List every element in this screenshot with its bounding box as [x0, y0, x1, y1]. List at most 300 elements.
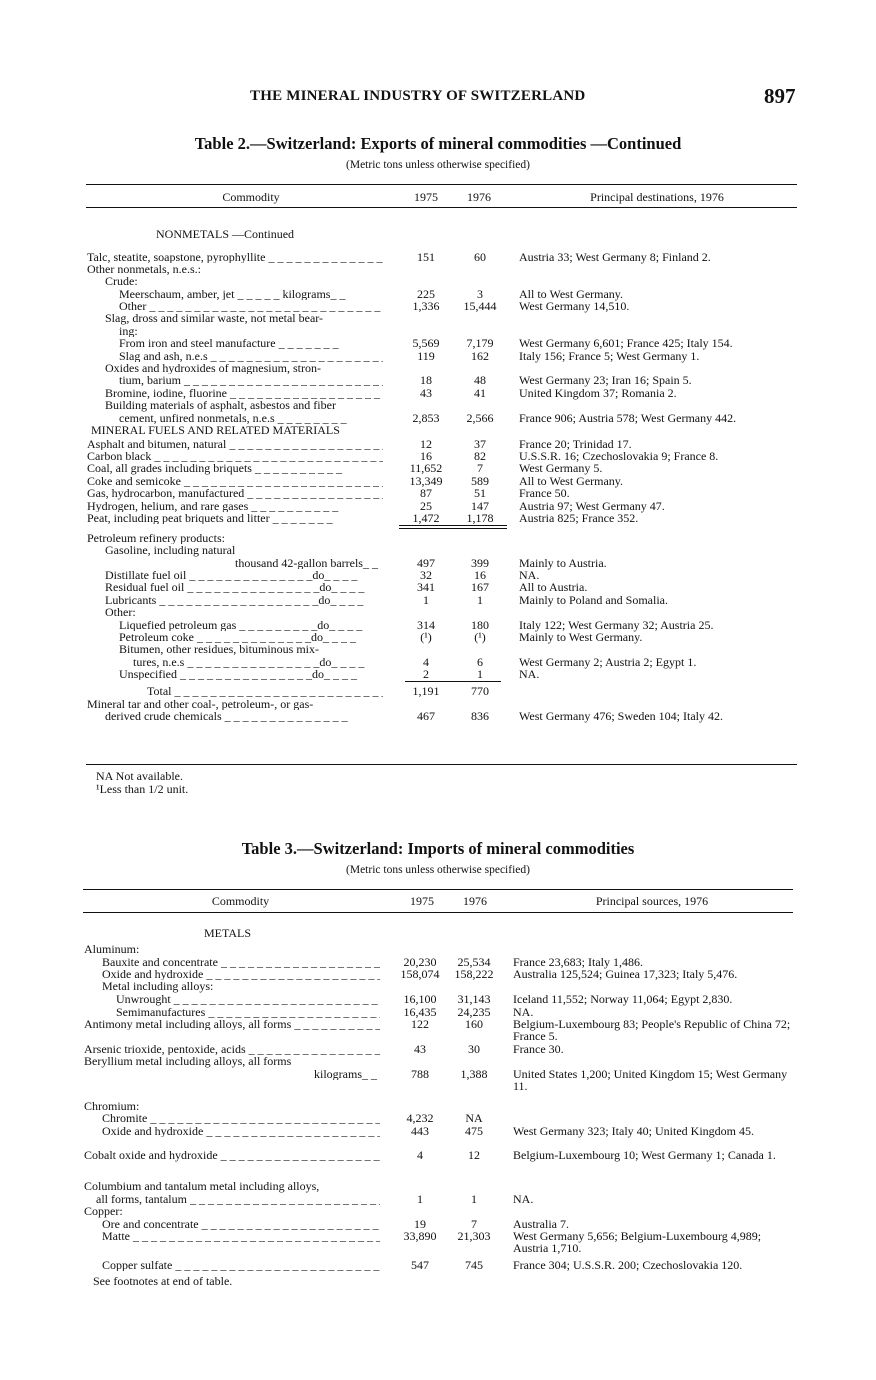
- table-row: [87, 387, 797, 399]
- destination-text: France 906; Austria 578; West Germany 442.: [519, 410, 737, 425]
- table-row: [87, 222, 797, 247]
- table-row: [84, 1112, 793, 1124]
- commodity-label: [119, 288, 383, 300]
- table-row: [87, 569, 797, 581]
- value-1975: 20,230: [403, 954, 437, 969]
- value-1976: 475: [465, 1123, 483, 1138]
- value-1976: 1: [477, 592, 483, 607]
- value-1976: 2,566: [466, 410, 494, 425]
- table-row: [84, 1230, 793, 1259]
- value-1976: 399: [471, 555, 489, 570]
- table2-col-commodity: Commodity: [222, 190, 280, 204]
- commodity-label: [314, 1068, 380, 1080]
- table-row: [84, 1205, 793, 1217]
- leader-dots: [130, 1230, 380, 1242]
- table-row: [87, 412, 797, 424]
- value-1976: 7: [471, 1216, 477, 1231]
- leader-dots: [172, 1259, 380, 1271]
- leader-dots: [203, 1125, 380, 1137]
- commodity-label: [84, 1018, 380, 1030]
- table-row: [87, 462, 797, 474]
- value-1975: 443: [411, 1123, 429, 1138]
- leader-dots: [291, 1018, 380, 1030]
- commodity-label: [119, 300, 383, 312]
- value-1975: 12: [420, 436, 432, 451]
- table-row: [84, 968, 793, 980]
- commodity-label: [119, 631, 383, 643]
- destination-text: Austria 97; West Germany 47.: [519, 498, 665, 513]
- table2-col-1975: 1975: [414, 190, 438, 204]
- label-text: Antimony metal including alloys, all forms: [84, 1018, 292, 1031]
- destination-text: West Germany 5,656; Belgium-Luxembourg 4,989; Austria 1,710.: [513, 1229, 762, 1256]
- commodity-label: [84, 1100, 380, 1112]
- label-text: Gas, hydrocarbon, manufactured: [87, 487, 245, 500]
- label-text: Coal, all grades including briquets _ _ _ _ _ _ _ _ _ _: [87, 462, 342, 475]
- table-row: [84, 1125, 793, 1150]
- value-1975: 4: [423, 654, 429, 669]
- value-1976: 51: [474, 486, 486, 501]
- destination-text: All to West Germany.: [519, 473, 624, 488]
- label-text: Oxide and hydroxide: [102, 1124, 204, 1138]
- value-1975: 16,100: [403, 992, 437, 1007]
- value-1975: (¹): [420, 629, 432, 644]
- destination-text: Australia 125,524; Guinea 17,323; Italy 5,476.: [513, 966, 738, 981]
- table-row: [87, 557, 797, 569]
- destination-text: All to Austria.: [519, 580, 588, 595]
- value-1976: 745: [465, 1257, 483, 1272]
- value-1975: 13,349: [409, 473, 443, 488]
- value-1975: 25: [420, 498, 432, 513]
- value-1975: 314: [417, 617, 435, 632]
- value-1975: 2: [423, 667, 429, 682]
- table2-col-1976: 1976: [467, 190, 491, 204]
- value-1976: 30: [468, 1041, 480, 1056]
- destination-text: NA.: [519, 567, 540, 582]
- value-1975: 4: [417, 1148, 423, 1163]
- commodity-label: [84, 943, 380, 955]
- label-text: Other: [119, 300, 147, 313]
- table-row: [87, 251, 797, 263]
- label-text: Gasoline, including natural: [105, 544, 236, 557]
- leader-dots: [147, 1112, 380, 1124]
- commodity-label: [105, 312, 383, 324]
- table-row: [84, 1043, 793, 1055]
- value-1975: 1: [423, 592, 429, 607]
- value-1976: 3: [477, 286, 483, 301]
- value-1975: 225: [417, 286, 435, 301]
- label-text: Lubricants _ _ _ _ _ _ _ _ _ _ _ _ _ _ _ _ _ _do_ _ _ _: [105, 593, 364, 607]
- destination-text: France 30.: [513, 1041, 564, 1056]
- commodity-label: [87, 263, 383, 275]
- table3-col-commodity: Commodity: [211, 894, 270, 908]
- destination-text: Austria 33; West Germany 8; Finland 2.: [519, 249, 711, 264]
- value-1975: 19: [414, 1216, 426, 1231]
- table-row: [84, 1193, 793, 1205]
- table-row: [87, 399, 797, 411]
- table2-footnote-na: NA Not available.: [96, 769, 183, 783]
- commodity-label: [105, 399, 383, 411]
- label-text: Meerschaum, amber, jet _ _ _ _ _ kilograms_ _: [119, 287, 346, 301]
- destination-text: U.S.S.R. 16; Czechoslovakia 9; France 8.: [519, 449, 719, 463]
- destination-text: United Kingdom 37; Romania 2.: [519, 385, 677, 400]
- value-1975: 1,191: [412, 684, 440, 699]
- value-1975: 43: [420, 385, 432, 400]
- value-1976: 180: [471, 617, 489, 632]
- commodity-label: [102, 1259, 380, 1271]
- label-text: Matte: [102, 1230, 130, 1243]
- label-text: Unwrought: [116, 993, 171, 1006]
- value-1975: 18: [420, 373, 432, 388]
- destination-text: NA.: [513, 1004, 534, 1019]
- label-text: Bromine, iodine, fluorine: [105, 386, 227, 400]
- commodity-label: [102, 1112, 380, 1124]
- destination-text: France 23,683; Italy 1,486.: [513, 954, 643, 969]
- table2-title: Table 2.—Switzerland: Exports of mineral commodities —Continued: [194, 134, 682, 153]
- value-1976: 160: [465, 1017, 483, 1032]
- destination-text: All to West Germany.: [519, 286, 624, 301]
- destination-text: West Germany 476; Sweden 104; Italy 42.: [519, 709, 723, 724]
- table-row: [87, 424, 797, 436]
- label-text: kilograms_ _: [314, 1067, 377, 1081]
- label-text: Carbon black: [87, 450, 152, 463]
- table-row: [87, 619, 797, 631]
- table-row: [84, 927, 793, 943]
- commodity-label: [87, 698, 383, 710]
- value-1976: 589: [471, 473, 489, 488]
- value-1975: 43: [414, 1041, 426, 1056]
- label-text: Aluminum:: [84, 943, 140, 956]
- value-1976: 1: [477, 667, 483, 682]
- value-1976: 167: [471, 580, 489, 595]
- value-1975: 119: [417, 348, 435, 363]
- table-row: [87, 288, 797, 300]
- value-1976: 37: [474, 436, 486, 451]
- table-row: [87, 581, 797, 593]
- value-1976: 41: [474, 385, 486, 400]
- value-1976: 25,534: [457, 954, 491, 969]
- leader-dots: [172, 685, 384, 697]
- page-number: 897: [764, 84, 796, 108]
- value-1975: 87: [420, 486, 432, 501]
- destination-text: West Germany 23; Iran 16; Spain 5.: [519, 373, 692, 388]
- value-1976: 16: [474, 567, 486, 582]
- table-row: [87, 643, 797, 655]
- leader-dots: [244, 487, 383, 499]
- leader-dots: [203, 968, 380, 980]
- commodity-label: [102, 1218, 380, 1230]
- label-text: Petroleum refinery products:: [87, 531, 225, 545]
- commodity-label: [84, 1055, 380, 1067]
- label-text: Oxides and hydroxides of magnesium, stron-: [105, 362, 321, 375]
- commodity-label: [105, 606, 383, 618]
- table2-body: [87, 222, 797, 723]
- label-text: Liquefied petroleum gas _ _ _ _ _ _ _ _ _do_ _ _ _: [119, 618, 363, 631]
- commodity-label: [105, 710, 383, 722]
- commodity-label: [87, 500, 383, 512]
- value-1975: 1,472: [412, 510, 440, 525]
- label-text: MINERAL FUELS AND RELATED MATERIALS: [91, 423, 340, 437]
- label-text: Semimanufactures: [116, 1005, 206, 1019]
- table-row: [84, 1068, 793, 1100]
- commodity-label: [105, 594, 383, 606]
- label-text: Bauxite and concentrate: [102, 955, 218, 968]
- destination-text: West Germany 6,601; France 425; Italy 154.: [519, 336, 733, 351]
- commodity-label: [133, 656, 383, 668]
- commodity-label: [105, 544, 383, 556]
- destination-text: Belgium-Luxembourg 83; People's Republic of China 72; France 5.: [513, 1017, 791, 1044]
- value-1976: 6: [477, 654, 483, 669]
- table-row: [84, 993, 793, 1005]
- table-row: [87, 374, 797, 386]
- commodity-label: [235, 557, 383, 569]
- commodity-label: [119, 350, 383, 362]
- commodity-label: [105, 387, 383, 399]
- value-1975: 158,074: [400, 966, 440, 981]
- commodity-label: [119, 412, 383, 424]
- destination-text: France 50.: [519, 486, 570, 501]
- label-text: Beryllium metal including alloys, all forms: [84, 1055, 292, 1068]
- destination-text: NA.: [513, 1191, 534, 1206]
- label-text: Chromium:: [84, 1099, 140, 1113]
- value-1975: 547: [411, 1257, 429, 1272]
- commodity-label: [84, 1149, 380, 1161]
- destination-text: Iceland 11,552; Norway 11,064; Egypt 2,830.: [513, 992, 733, 1007]
- value-1976: 15,444: [463, 299, 497, 314]
- table2-footnote-1: ¹Less than 1/2 unit.: [96, 782, 189, 796]
- commodity-label: [102, 980, 380, 992]
- value-1976: (¹): [474, 629, 486, 644]
- table-row: [87, 594, 797, 606]
- commodity-label: [84, 1043, 380, 1055]
- table-row: [84, 943, 793, 955]
- value-1975: 32: [420, 567, 432, 582]
- table-row: [84, 1018, 793, 1043]
- commodity-label: [84, 1180, 380, 1192]
- table-row: [84, 1055, 793, 1067]
- label-text: Distillate fuel oil _ _ _ _ _ _ _ _ _ _ _ _ _ _do_ _ _ _: [105, 568, 358, 582]
- label-text: Slag, dross and similar waste, not metal bear-: [105, 312, 324, 325]
- leader-dots: [205, 1006, 380, 1018]
- label-text: Other:: [105, 606, 136, 619]
- label-text: Ore and concentrate: [102, 1217, 199, 1231]
- commodity-label: [87, 450, 383, 462]
- value-1976: 836: [471, 709, 489, 724]
- value-1976: 770: [471, 684, 489, 699]
- table3-body: [84, 927, 793, 1271]
- label-text: Slag and ash, n.e.s: [119, 349, 208, 363]
- table-row: [84, 1180, 793, 1192]
- section-heading: [91, 424, 387, 436]
- value-1976: 7,179: [466, 336, 494, 351]
- table-row: [87, 710, 797, 722]
- destination-text: Austria 825; France 352.: [519, 510, 639, 525]
- label-text: Coke and semicoke: [87, 474, 181, 488]
- value-1976: 162: [471, 348, 489, 363]
- commodity-label: [119, 325, 383, 337]
- label-text: Other nonmetals, n.e.s.:: [87, 262, 201, 276]
- value-1975: 5,569: [412, 336, 440, 351]
- value-1976: 31,143: [457, 992, 491, 1007]
- table-row: [87, 475, 797, 487]
- value-1975: 467: [417, 709, 435, 724]
- spacer-row: [87, 524, 797, 531]
- destination-text: United States 1,200; United Kingdom 15; West Germany 11.: [513, 1066, 788, 1094]
- leader-dots: [151, 450, 383, 462]
- label-text: ing:: [119, 324, 138, 338]
- label-text: Oxide and hydroxide: [102, 967, 204, 981]
- label-text: Metal including alloys:: [102, 980, 214, 993]
- commodity-label: [87, 532, 383, 544]
- commodity-label: [119, 643, 383, 655]
- commodity-label: [96, 1193, 380, 1205]
- leader-dots: [187, 1193, 380, 1205]
- table-row: [87, 312, 797, 324]
- commodity-label: [87, 487, 383, 499]
- commodity-label: [105, 275, 383, 287]
- destination-text: West Germany 2; Austria 2; Egypt 1.: [519, 654, 697, 669]
- table-row: [87, 668, 797, 680]
- label-text: thousand 42-gallon barrels_ _: [235, 556, 378, 569]
- commodity-label: [119, 668, 383, 680]
- table3-col-1975: 1975: [410, 894, 434, 908]
- destination-text: France 20; Trinidad 17.: [519, 436, 632, 451]
- leader-dots: [171, 993, 380, 1005]
- destination-text: NA.: [519, 667, 540, 682]
- leader-dots: [208, 350, 383, 362]
- leader-dots: [146, 300, 383, 312]
- destination-text: Australia 7.: [513, 1216, 569, 1231]
- value-1976: 21,303: [457, 1229, 491, 1244]
- running-title: THE MINERAL INDUSTRY OF SWITZERLAND: [250, 88, 586, 104]
- destination-text: Mainly to Austria.: [519, 555, 607, 570]
- table3-subtitle: (Metric tons unless otherwise specified): [346, 864, 530, 876]
- commodity-label: [119, 619, 383, 631]
- commodity-label: [102, 1125, 380, 1137]
- destination-text: Italy 156; France 5; West Germany 1.: [519, 348, 700, 363]
- label-text: Total: [147, 685, 172, 698]
- label-text: Peat, including peat briquets and litter _ _ _ _ _ _ _: [87, 511, 333, 525]
- table2-subtitle: (Metric tons unless otherwise specified): [346, 159, 530, 171]
- section-heading: [204, 927, 500, 939]
- value-1976: 48: [474, 373, 486, 388]
- table-row: [87, 350, 797, 362]
- label-text: Petroleum coke _ _ _ _ _ _ _ _ _ _ _ _ _do_ _ _ _: [119, 630, 356, 644]
- table-row: [87, 500, 797, 512]
- commodity-label: [105, 581, 383, 593]
- value-1975: 1: [417, 1191, 423, 1206]
- value-1976: 7: [477, 461, 483, 476]
- label-text: NONMETALS —Continued: [156, 228, 295, 241]
- table-row: [87, 544, 797, 556]
- table-row: [87, 450, 797, 462]
- label-text: Asphalt and bitumen, natural: [87, 437, 227, 451]
- destination-text: Mainly to West Germany.: [519, 629, 643, 644]
- label-text: Building materials of asphalt, asbestos and fiber: [105, 399, 336, 412]
- leader-dots: [218, 956, 380, 968]
- table-row: [87, 487, 797, 499]
- destination-text: Mainly to Poland and Somalia.: [519, 592, 668, 607]
- value-1975: 33,890: [403, 1229, 437, 1244]
- destination-text: West Germany 323; Italy 40; United Kingdom 45.: [513, 1123, 754, 1138]
- value-1975: 151: [417, 249, 435, 264]
- value-1975: 11,652: [409, 461, 443, 476]
- label-text: METALS: [204, 927, 252, 940]
- table-row: [87, 337, 797, 349]
- destination-text: West Germany 5.: [519, 461, 603, 476]
- table-row: [87, 263, 797, 275]
- value-1976: 1: [471, 1191, 477, 1206]
- leader-dots: [199, 1218, 380, 1230]
- commodity-label: [102, 1230, 380, 1242]
- label-text: derived crude chemicals _ _ _ _ _ _ _ _ _ _ _ _ _ _: [105, 710, 348, 723]
- table-row: [84, 1100, 793, 1112]
- table2-top-rule: [86, 184, 797, 185]
- running-header: [0, 86, 876, 110]
- table-row: [87, 300, 797, 312]
- table3-footnote: See footnotes at end of table.: [93, 1274, 233, 1288]
- label-text: Cobalt oxide and hydroxide: [84, 1149, 218, 1162]
- leader-dots: [227, 387, 383, 399]
- label-text: From iron and steel manufacture _ _ _ _ _ _ _: [119, 337, 339, 350]
- table-row: [87, 532, 797, 544]
- table-row: [87, 512, 797, 524]
- table3-col-sources: Principal sources, 1976: [595, 894, 709, 908]
- label-text: Arsenic trioxide, pentoxide, acids: [84, 1042, 246, 1056]
- destination-text: West Germany 14,510.: [519, 299, 630, 314]
- commodity-label: [102, 968, 380, 980]
- table-row: [84, 1149, 793, 1180]
- value-1976: 24,235: [457, 1004, 491, 1019]
- label-text: Mineral tar and other coal-, petroleum-, or gas-: [87, 697, 314, 711]
- label-text: Hydrogen, helium, and rare gases _ _ _ _ _ _ _ _ _ _: [87, 499, 339, 512]
- destination-text: Italy 122; West Germany 32; Austria 25.: [519, 617, 714, 632]
- commodity-label: [147, 685, 383, 697]
- value-1975: 122: [411, 1017, 429, 1032]
- table-row: [87, 631, 797, 643]
- label-text: all forms, tantalum: [96, 1192, 187, 1206]
- destination-text: Belgium-Luxembourg 10; West Germany 1; Canada 1.: [513, 1148, 776, 1163]
- leader-dots: [265, 251, 383, 263]
- label-text: Copper:: [84, 1205, 123, 1218]
- leader-dots: [181, 374, 383, 386]
- commodity-label: [119, 374, 383, 386]
- table2-col-destinations: Principal destinations, 1976: [590, 190, 724, 204]
- commodity-label: [87, 475, 383, 487]
- commodity-label: [116, 993, 380, 1005]
- label-text: cement, unfired nonmetals, n.e.s _ _ _ _ _ _ _ _: [119, 411, 347, 424]
- commodity-label: [87, 438, 383, 450]
- leader-dots: [181, 475, 383, 487]
- label-text: tures, n.e.s _ _ _ _ _ _ _ _ _ _ _ _ _ _ _do_ _ _ _: [133, 655, 365, 669]
- value-1976: NA: [465, 1111, 483, 1126]
- commodity-label: [87, 512, 383, 524]
- label-text: Crude:: [105, 275, 138, 288]
- table3-title: Table 3.—Switzerland: Imports of mineral commodities: [241, 839, 635, 858]
- leader-dots: [218, 1149, 380, 1161]
- table-row: [87, 275, 797, 287]
- table3-top-rule: [83, 889, 793, 890]
- value-1976: 158,222: [454, 966, 494, 981]
- table2-bottom-rule: [86, 764, 797, 765]
- commodity-label: [87, 251, 383, 263]
- value-1976: 1,178: [466, 510, 494, 525]
- label-text: Columbium and tantalum metal including alloys,: [84, 1180, 320, 1193]
- leader-dots: [246, 1043, 380, 1055]
- commodity-label: [119, 337, 383, 349]
- value-1976: 60: [474, 249, 486, 264]
- label-text: Chromite: [102, 1112, 148, 1125]
- table-row: [87, 656, 797, 668]
